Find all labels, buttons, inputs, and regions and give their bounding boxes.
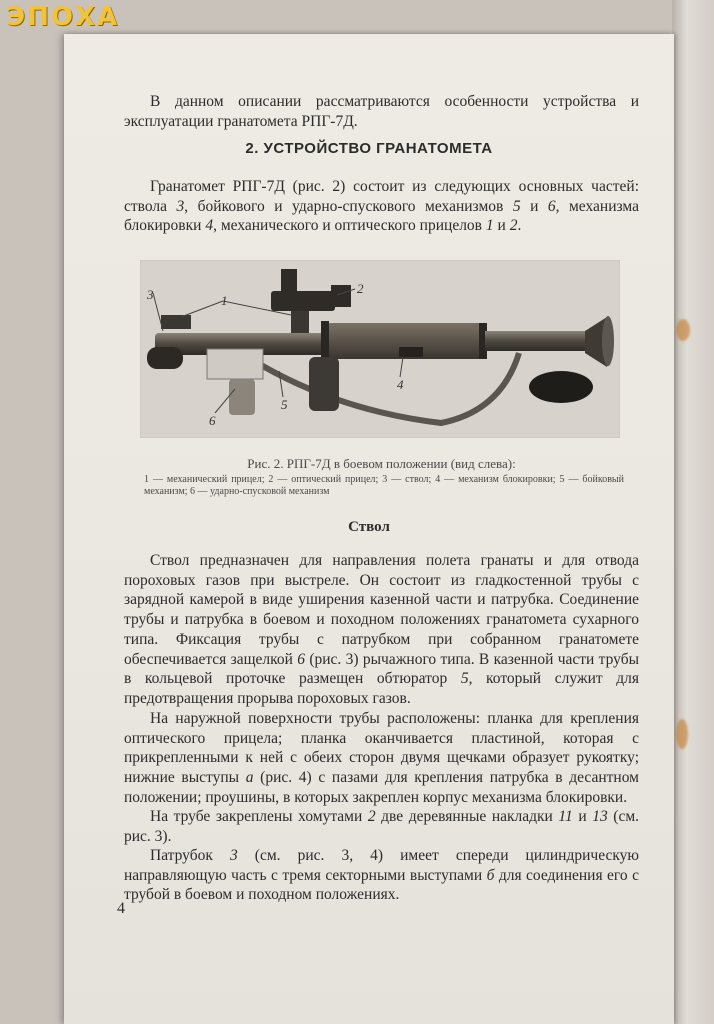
section-intro-paragraph: Гранатомет РПГ-7Д (рис. 2) состоит из следующих основных частей: ствола 3, бойкового и ударно-спускового механизмов 5 и 6, механизма блокировки 4, механического и оптического прицелов 1 и 2. — [124, 178, 639, 235]
stain — [676, 319, 690, 341]
paragraph-outer-surface: На наружной поверхности трубы расположены: планка для крепления оптического прицела; планка оканчивается пластиной, которая с прикрепленными к ней с обеих сторон двумя щечками образует рукоятку; нижние выступы а (рис. 4) с пазами для крепления патрубка в десантном положении; проушины, в которых закреплен корпус механизма блокировки. — [124, 710, 639, 806]
paragraph-nozzle: Патрубок 3 (см. рис. 3, 4) имеет спереди цилиндрическую направляющую часть с тремя секторными выступами б для соединения его с трубой в боевом и походном положениях. — [124, 847, 639, 904]
stain — [676, 719, 688, 749]
section-title: 2. УСТРОЙСТВО ГРАНАТОМЕТА — [245, 140, 493, 157]
callout-3: 3 — [147, 287, 154, 302]
figure-legend: 1 — механический прицел; 2 — оптический прицел; 3 — ствол; 4 — механизм блокировки; 5 — бойковый механизм; 6 — ударно-спусковой механизм — [144, 474, 624, 497]
figure-caption: Рис. 2. РПГ-7Д в боевом положении (вид слева): — [247, 456, 516, 471]
subsection-title: Ствол — [348, 519, 390, 535]
callout-6: 6 — [209, 413, 216, 428]
adjacent-page-edge — [672, 0, 714, 1024]
callout-1: 1 — [221, 293, 228, 308]
intro-paragraph: В данном описании рассматриваются особенности устройства и эксплуатации гранатомета РПГ-7Д. — [124, 93, 639, 130]
paragraph-wooden-pads: На трубе закреплены хомутами 2 две деревянные накладки 11 и 13 (см. рис. 3). — [124, 808, 640, 845]
rpg-7d-illustration — [141, 261, 619, 437]
callout-2: 2 — [357, 281, 364, 296]
figure-photo — [140, 260, 620, 438]
callout-4: 4 — [397, 377, 404, 392]
page-number: 4 — [117, 900, 125, 917]
paragraph-barrel-purpose: Ствол предназначен для направления полета гранаты и для отвода пороховых газов при выстреле. Он состоит из гладкостенной трубы с зарядной камерой в виде уширения казенной части и патрубка. Соединение трубы и патрубка в боевом и походном положениях гранатомета сухарного типа. Фиксация трубы с патрубком при собранном гранатомете обеспечивается защелкой 6 (рис. 3) рычажного типа. В казенной части трубы в кольцевой проточке размещен обтюратор 5, который служит для предотвращения прорыва пороховых газов. — [124, 552, 639, 707]
watermark-logo: ЭПОХА — [6, 2, 120, 32]
document-page — [64, 34, 674, 1024]
callout-5: 5 — [281, 397, 288, 412]
